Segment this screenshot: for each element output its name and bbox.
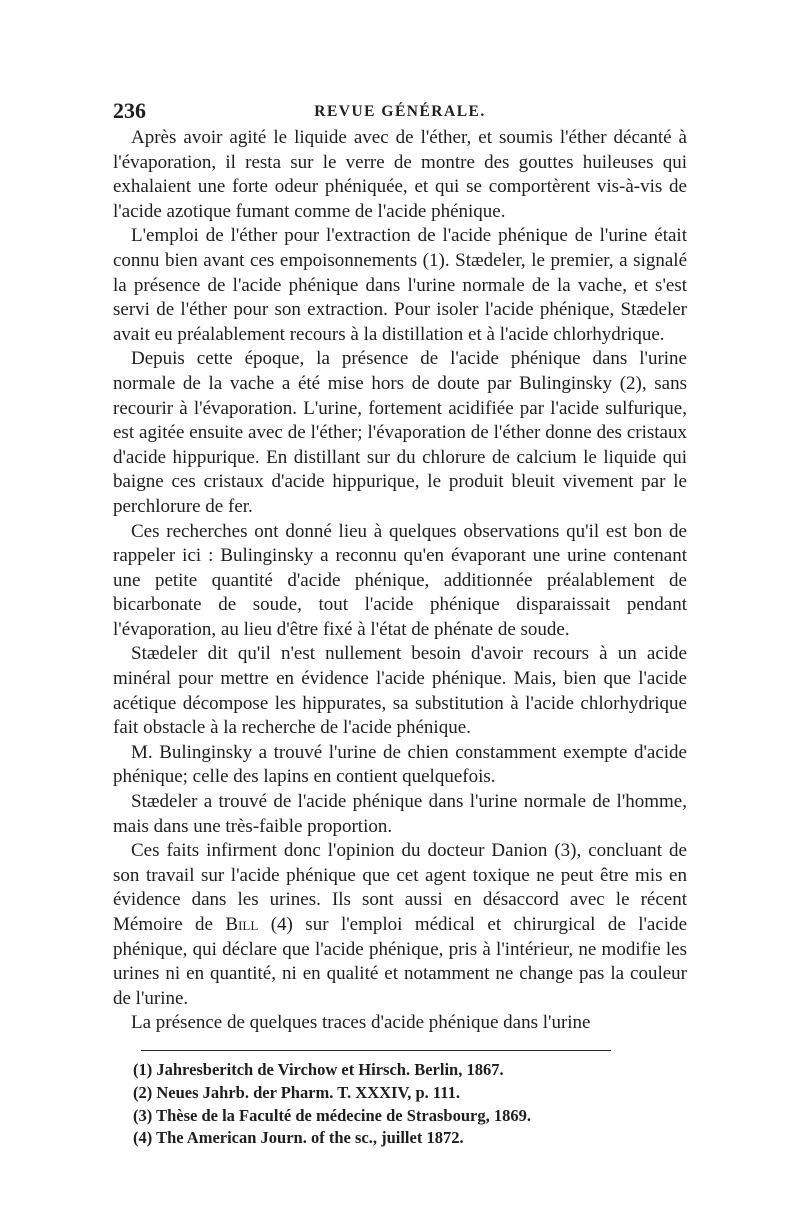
- paragraph: Ces recherches ont donné lieu à quelques observations qu'il est bon de rappeler ici : Bulinginsky a reconnu qu'en évaporant une urine contenant une petite quantité d'acide phénique, additionnée préalablement de bicarbonate de soude, tout l'acide phénique disparaissait pendant l'évaporation, au lieu d'être fixé à l'état de phénate de soude.: [113, 520, 687, 640]
- footnote: (3) Thèse de la Faculté de médecine de Strasbourg, 1869.: [133, 1105, 531, 1125]
- paragraph: Depuis cette époque, la présence de l'acide phénique dans l'urine normale de la vache a été mise hors de doute par Bulinginsky (2), sans recourir à l'évaporation. L'urine, fortement acidifiée par l'acide sulfurique, est agitée ensuite avec de l'éther; l'évaporation de l'éther donne des cristaux d'acide hippurique. En distillant sur du chlorure de calcium le liquide qui baigne ces cristaux d'acide hippurique, le produit bleuit vivement par le perchlorure de fer.: [113, 348, 687, 517]
- paragraph: [113, 839, 687, 1011]
- footnote: (4) The American Journ. of the sc., juillet 1872.: [133, 1128, 464, 1148]
- footnotes: [133, 1059, 687, 1150]
- paragraph: La présence de quelques traces d'acide phénique dans l'urine: [131, 1012, 591, 1034]
- paragraph-text: (4) sur l'emploi médical et chirurgical de l'acide phénique, qui déclare que l'acide phénique, pris à l'intérieur, ne modifie les urines ni en quantité, ni en qualité et notamment ne change pas la couleur de l'urine.: [113, 914, 688, 1009]
- paragraph: M. Bulinginsky a trouvé l'urine de chien constamment exempte d'acide phénique; celle des lapins en contient quelquefois.: [113, 741, 687, 788]
- footnote: (2) Neues Jahrb. der Pharm. T. XXXIV, p. 111.: [133, 1082, 460, 1102]
- author-name-small-caps: Bill: [225, 914, 259, 935]
- paragraph: Stædeler a trouvé de l'acide phénique dans l'urine normale de l'homme, mais dans une très-faible proportion.: [113, 791, 687, 837]
- page-header: [113, 96, 687, 126]
- running-head: REVUE GÉNÉRALE.: [314, 103, 486, 120]
- page: [113, 96, 687, 1150]
- paragraph: Stædeler dit qu'il n'est nullement besoin d'avoir recours à un acide minéral pour mettre en évidence l'acide phénique. Mais, bien que l'acide acétique décompose les hippurates, sa substitution à l'acide chlorhydrique fait obstacle à la recherche de l'acide phénique.: [113, 643, 687, 739]
- body-text: [113, 126, 687, 1036]
- footnote-rule: [141, 1050, 611, 1051]
- paragraph-text: Ces faits infirment donc l'opinion du docteur Danion (3), concluant de son travail sur l'acide phénique que cet agent toxique ne peut être mis en évidence dans les urines. Ils sont aussi en désaccord avec le récent Mémoire de: [113, 840, 687, 935]
- footnote: (1) Jahresberitch de Virchow et Hirsch. Berlin, 1867.: [133, 1059, 504, 1079]
- page-number: 236: [113, 98, 146, 123]
- paragraph: Après avoir agité le liquide avec de l'éther, et soumis l'éther décanté à l'évaporation, il resta sur le verre de montre des gouttes huileuses qui exhalaient une forte odeur phéniquée, et qui se comportèrent vis-à-vis de l'acide azotique fumant comme de l'acide phénique.: [113, 127, 687, 222]
- paragraph: L'emploi de l'éther pour l'extraction de l'acide phénique de l'urine était connu bien avant ces empoisonnements (1). Stædeler, le premier, a signalé la présence de l'acide phénique dans l'urine normale de la vache, et s'est servi de l'éther pour son extraction. Pour isoler l'acide phénique, Stædeler avait eu préalablement recours à la distillation et à l'acide chlorhydrique.: [113, 225, 687, 345]
